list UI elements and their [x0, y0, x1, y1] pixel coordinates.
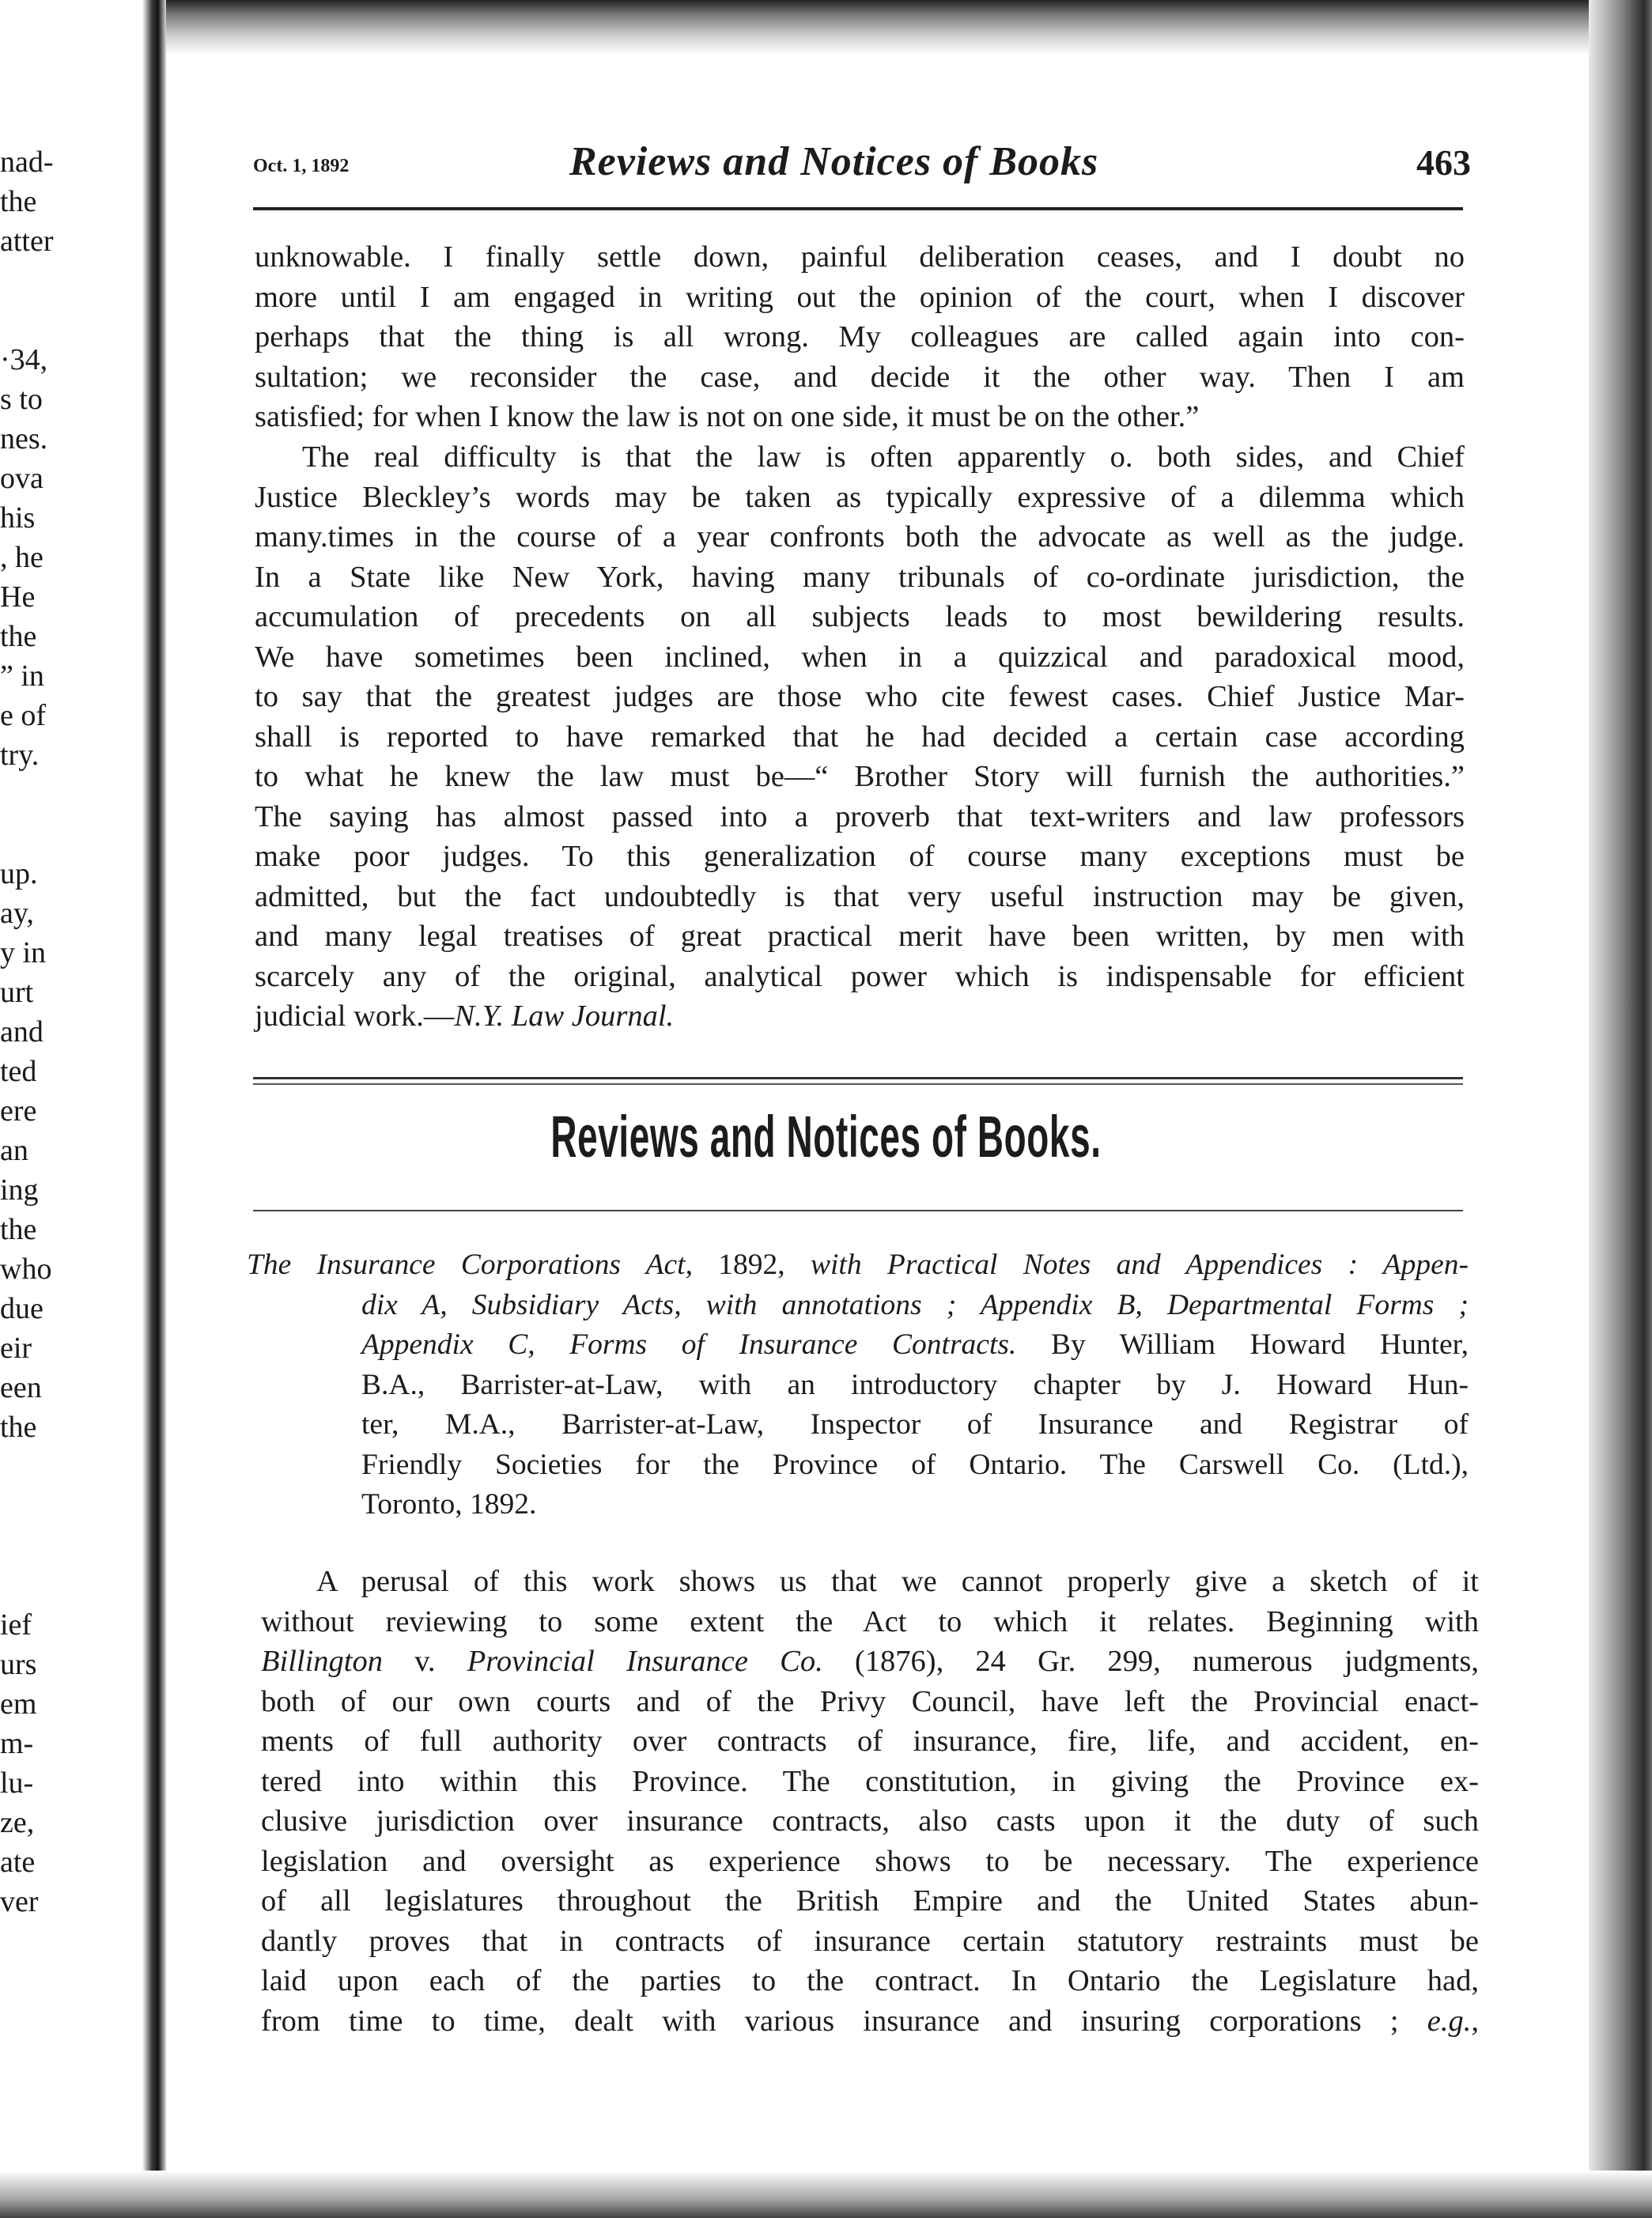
book-entry-line: dix A, Subsidiary Acts, with annotations ; Appendix B, Departmental Forms ; [361, 1288, 1469, 1321]
quote-paragraph-end [255, 237, 1465, 437]
quote-line: perhaps that the thing is all wrong. My colleagues are called again into con- [255, 320, 1465, 353]
review-line: dantly proves that in contracts of insurance certain statutory restraints must be [261, 1924, 1479, 1958]
previous-page-margin [0, 142, 95, 1921]
margin-fragment: try. [0, 739, 40, 772]
book-entry-line: ter, M.A., Barrister-at-Law, Inspector of Insurance and Registrar of [361, 1408, 1469, 1441]
margin-fragment: s to [0, 383, 43, 416]
editorial-line: Justice Bleckley’s words may be taken as typically expressive of a dilemma which [255, 480, 1465, 514]
margin-fragment: the [0, 1213, 37, 1246]
section-rule-top-2 [253, 1083, 1463, 1085]
book-entry-line: Friendly Societies for the Province of Ontario. The Carswell Co. (Ltd.), [361, 1448, 1469, 1481]
margin-fragment: the [0, 1411, 37, 1444]
margin-fragment: who [0, 1253, 52, 1286]
book-entry-line: Toronto, 1892. [361, 1488, 537, 1521]
margin-fragment: and [0, 1015, 43, 1049]
editorial-line: to say that the greatest judges are those who cite fewest cases. Chief Justice Mar- [255, 680, 1465, 713]
margin-fragment [0, 1447, 95, 1487]
review-line: Billington v. Provincial Insurance Co. (1876), 24 Gr. 299, numerous judgments, [261, 1645, 1479, 1678]
quote-line: satisfied; for when I know the law is not on one side, it must be on the other.” [255, 400, 1200, 433]
margin-fragment: ver [0, 1885, 39, 1918]
margin-fragment: an [0, 1134, 28, 1167]
margin-fragment: een [0, 1371, 42, 1404]
margin-fragment: m- [0, 1727, 34, 1760]
editorial-line: accumulation of precedents on all subjects leads to most bewildering results. [255, 600, 1465, 633]
editorial-line: In a State like New York, having many tribunals of co-ordinate jurisdiction, the [255, 560, 1465, 594]
editorial-line [255, 996, 1465, 1037]
quote-line: sultation; we reconsider the case, and decide it the other way. Then I am [255, 360, 1465, 394]
review-line: both of our own courts and of the Privy Council, have left the Provincial enact- [261, 1684, 1479, 1718]
margin-fragment: his [0, 501, 36, 535]
review-line: without reviewing to some extent the Act to which it relates. Beginning with [261, 1604, 1479, 1638]
margin-fragment: urs [0, 1648, 37, 1681]
margin-fragment: ate [0, 1846, 36, 1879]
review-paragraph [261, 1562, 1479, 2041]
margin-fragment: the [0, 185, 37, 218]
editorial-line: We have sometimes been inclined, when in a quizzical and paradoxical mood, [255, 640, 1465, 674]
margin-fragment [0, 814, 95, 854]
margin-fragment: due [0, 1292, 43, 1325]
review-line: ments of full authority over contracts of insurance, fire, life, and accident, en- [261, 1725, 1479, 1758]
section-title: Reviews and Notices of Books. [550, 1104, 1102, 1169]
margin-fragment: ere [0, 1094, 37, 1128]
margin-fragment: ay, [0, 897, 34, 930]
editorial-line: to what he knew the law must be—“ Brother Story will furnish the authorities.” [255, 760, 1465, 793]
section-rule-top [253, 1077, 1463, 1079]
margin-fragment [0, 1487, 95, 1526]
margin-fragment: ze, [0, 1806, 35, 1839]
running-head [253, 138, 1471, 194]
book-entry-line: Appendix C, Forms of Insurance Contracts. By William Howard Hunter, [361, 1328, 1469, 1361]
book-entry-line: The Insurance Corporations Act, 1892, with Practical Notes and Appendices : Appen- [247, 1249, 1469, 1281]
editorial-line: and many legal treatises of great practical merit have been written, by men with [255, 920, 1465, 953]
review-line: clusive jurisdiction over insurance contracts, also casts upon it the duty of such [261, 1804, 1479, 1838]
editorial-line: The real difficulty is that the law is often apparently o. both sides, and Chief [302, 440, 1465, 474]
review-line: of all legislatures throughout the British Empire and the United States abun- [261, 1884, 1479, 1918]
margin-fragment: ” in [0, 659, 44, 693]
scan-bottom-shadow [0, 2171, 1652, 2218]
margin-fragment [0, 1566, 95, 1605]
scan-top-shadow [0, 0, 1652, 55]
quote-line: unknowable. I finally settle down, painful deliberation ceases, and I doubt no [255, 240, 1465, 274]
margin-fragment: ing [0, 1173, 39, 1207]
section-rule-bottom [253, 1210, 1463, 1211]
book-entry-line: B.A., Barrister-at-Law, with an introductory chapter by J. Howard Hun- [361, 1368, 1469, 1401]
margin-fragment [0, 300, 95, 340]
margin-fragment: e of [0, 699, 47, 732]
margin-fragment: y in [0, 936, 47, 969]
editorial-line: scarcely any of the original, analytical power which is indispensable for efficient [255, 959, 1465, 993]
review-line: A perusal of this work shows us that we cannot properly give a sketch of it [316, 1565, 1479, 1598]
review-line: tered into within this Province. The constitution, in giving the Province ex- [261, 1764, 1479, 1798]
review-line: from time to time, dealt with various insurance and insuring corporations ; e.g., [261, 2004, 1479, 2038]
margin-fragment [0, 1526, 95, 1566]
margin-fragment: ief [0, 1608, 32, 1642]
editorial-line: shall is reported to have remarked that he had decided a certain case according [255, 720, 1465, 754]
running-head-date: Oct. 1, 1892 [253, 156, 350, 176]
margin-fragment: lu- [0, 1766, 34, 1800]
quote-line: more until I am engaged in writing out the opinion of the court, when I discover [255, 280, 1465, 314]
header-rule [253, 207, 1463, 210]
review-line: legislation and oversight as experience shows to be necessary. The experience [261, 1844, 1479, 1878]
margin-fragment [0, 261, 95, 300]
editorial-line: make poor judges. To this generalization of course many exceptions must be [255, 840, 1465, 873]
margin-fragment: ·34, [0, 343, 48, 376]
editorial-line: admitted, but the fact undoubtedly is that very useful instruction may be given, [255, 879, 1465, 913]
editorial-line: The saying has almost passed into a proverb that text-writers and law professors [255, 799, 1465, 833]
margin-fragment: nes. [0, 422, 48, 455]
editorial-paragraph [255, 437, 1465, 1037]
margin-fragment: , he [0, 541, 43, 574]
editorial-line: many.times in the course of a year confronts both the advocate as well as the judge. [255, 520, 1465, 554]
editorial-line-text: judicial work.— [255, 999, 455, 1033]
margin-fragment: ova [0, 462, 43, 495]
book-entry [247, 1245, 1469, 1525]
review-line: laid upon each of the parties to the contract. In Ontario the Legislature had, [261, 1964, 1479, 1997]
margin-fragment: urt [0, 976, 34, 1009]
margin-fragment: He [0, 580, 36, 614]
page-number: 463 [1416, 142, 1471, 183]
running-head-title: Reviews and Notices of Books [569, 139, 1099, 184]
margin-fragment [0, 775, 95, 814]
source-citation: N.Y. Law Journal. [454, 999, 675, 1033]
scan-right-edge [1589, 0, 1652, 2218]
margin-fragment: the [0, 620, 37, 653]
margin-fragment: eir [0, 1332, 32, 1365]
margin-fragment: up. [0, 857, 38, 890]
margin-fragment: ted [0, 1055, 37, 1088]
margin-fragment: nad- [0, 145, 54, 179]
margin-fragment: atter [0, 225, 54, 258]
margin-fragment: em [0, 1687, 37, 1721]
